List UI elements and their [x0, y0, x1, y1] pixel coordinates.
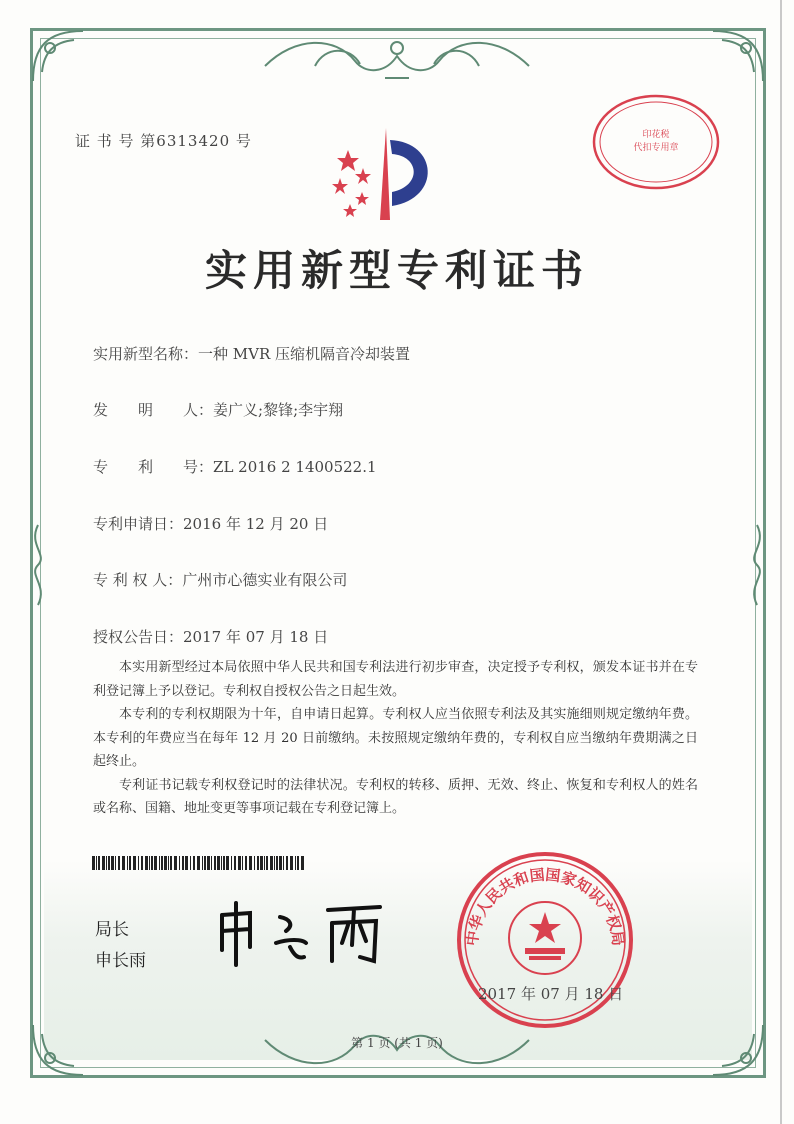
barcode-bar: [290, 856, 293, 870]
page-edge: [780, 0, 782, 1124]
ornament-top-center: [255, 26, 539, 86]
barcode-bar: [161, 856, 163, 870]
barcode-bar: [226, 856, 229, 870]
barcode-bar: [197, 856, 200, 870]
barcode-bar: [111, 856, 114, 870]
barcode-bar: [249, 856, 252, 870]
barcode-bar: [170, 856, 172, 870]
barcode-bar: [164, 856, 167, 870]
barcode-bar: [118, 856, 120, 870]
barcode-bar: [115, 856, 116, 870]
barcode-bar: [207, 856, 210, 870]
barcode-bar: [98, 856, 100, 870]
field-patent-number: [93, 456, 377, 477]
barcode-bar: [190, 856, 191, 870]
barcode-bar: [214, 856, 216, 870]
barcode-bar: [274, 856, 275, 870]
barcode-bar: [217, 856, 220, 870]
barcode-bar: [283, 856, 284, 870]
barcode-bar: [223, 856, 225, 870]
barcode: [92, 856, 305, 870]
barcode-bar: [182, 856, 184, 870]
ornament-top-left: [28, 26, 88, 86]
barcode-bar: [154, 856, 157, 870]
body-paragraph: 本实用新型经过本局依照中华人民共和国专利法进行初步审查，决定授予专利权，颁发本证书并在专利登记簿上予以登记。专利权自授权公告之日起生效。: [93, 660, 698, 699]
ornament-right-side: [745, 520, 769, 610]
body-paragraph: 本专利的专利权期限为十年，自申请日起算。专利权人应当依照专利法及其实施细则规定缴纳年费。本专利的年费应当在每年 12 月 20 日前缴纳。未按照规定缴纳年费的，专利权自应当缴纳年费期满之日起终止。: [93, 707, 698, 769]
svg-text:代扣专用章: 代扣专用章: [633, 143, 679, 153]
barcode-bar: [141, 856, 143, 870]
field-value: ZL 2016 2 1400522.1: [213, 458, 377, 476]
patent-office-logo-icon: [318, 120, 448, 230]
barcode-bar: [122, 856, 125, 870]
barcode-bar: [211, 856, 212, 870]
issue-date: 2017 年 07 月 18 日: [478, 985, 624, 1003]
barcode-bar: [129, 856, 131, 870]
barcode-bar: [286, 856, 288, 870]
certificate-body: [93, 656, 698, 821]
field-inventors: [93, 399, 343, 420]
barcode-bar: [168, 856, 169, 870]
barcode-bar: [106, 856, 107, 870]
barcode-bar: [276, 856, 278, 870]
barcode-bar: [133, 856, 136, 870]
barcode-bar: [234, 856, 236, 870]
barcode-bar: [221, 856, 222, 870]
barcode-bar: [242, 856, 243, 870]
barcode-bar: [138, 856, 139, 870]
barcode-bar: [179, 856, 180, 870]
barcode-bar: [92, 856, 95, 870]
field-patentee: [93, 569, 347, 590]
barcode-bar: [231, 856, 232, 870]
director-name: 申长雨: [95, 951, 146, 971]
barcode-bar: [151, 856, 153, 870]
field-label: 实用新型名称：: [93, 345, 199, 363]
barcode-bar: [193, 856, 195, 870]
field-label: 发 明 人：: [93, 401, 214, 419]
barcode-bar: [260, 856, 263, 870]
field-application-date: [93, 513, 328, 534]
barcode-bar: [159, 856, 160, 870]
field-label: 授权公告日：: [93, 628, 184, 646]
barcode-bar: [108, 856, 110, 870]
barcode-bar: [127, 856, 128, 870]
barcode-bar: [264, 856, 265, 870]
tax-seal-stamp: [590, 92, 722, 192]
ornament-left-side: [26, 520, 50, 610]
field-label: 专 利 权 人：: [93, 571, 183, 589]
barcode-bar: [270, 856, 273, 870]
barcode-bar: [297, 856, 299, 870]
barcode-bar: [145, 856, 148, 870]
field-value: 姜广义;黎锋;李宇翔: [213, 401, 344, 419]
field-value: 2017 年 07 月 18 日: [183, 628, 329, 646]
barcode-bar: [149, 856, 150, 870]
barcode-bar: [238, 856, 241, 870]
field-utility-model-name: [93, 343, 410, 364]
director-signature: [210, 895, 390, 970]
seal-text: 中华人民共和国国家知识产权局: [462, 865, 628, 947]
ornament-top-right: [708, 26, 768, 86]
barcode-bar: [204, 856, 206, 870]
barcode-bar: [185, 856, 188, 870]
field-grant-date: [93, 626, 328, 647]
certificate-title: 实用新型专利证书: [204, 246, 589, 295]
barcode-bar: [245, 856, 247, 870]
svg-text:印花税: 印花税: [642, 130, 670, 140]
barcode-bar: [279, 856, 282, 870]
barcode-bar: [266, 856, 268, 870]
field-value: 2016 年 12 月 20 日: [183, 515, 329, 533]
field-value: 一种 MVR 压缩机隔音冷却装置: [198, 345, 411, 363]
body-paragraph: 专利证书记载专利权登记时的法律状况。专利权的转移、质押、无效、终止、恢复和专利权人的姓名或名称、国籍、地址变更等事项记载在专利登记簿上。: [93, 777, 698, 816]
director-title: 局长: [95, 920, 129, 940]
certificate-number: 证 书 号 第6313420 号: [75, 132, 252, 150]
barcode-bar: [257, 856, 259, 870]
field-value: 广州市心德实业有限公司: [182, 571, 348, 589]
page-number: 第 1 页 (共 1 页): [351, 1036, 443, 1050]
barcode-bar: [174, 856, 177, 870]
barcode-bar: [102, 856, 105, 870]
barcode-bar: [202, 856, 203, 870]
field-label: 专 利 号：: [93, 458, 214, 476]
barcode-bar: [301, 856, 304, 870]
barcode-bar: [254, 856, 255, 870]
field-label: 专利申请日：: [93, 515, 184, 533]
barcode-bar: [96, 856, 97, 870]
barcode-bar: [295, 856, 296, 870]
